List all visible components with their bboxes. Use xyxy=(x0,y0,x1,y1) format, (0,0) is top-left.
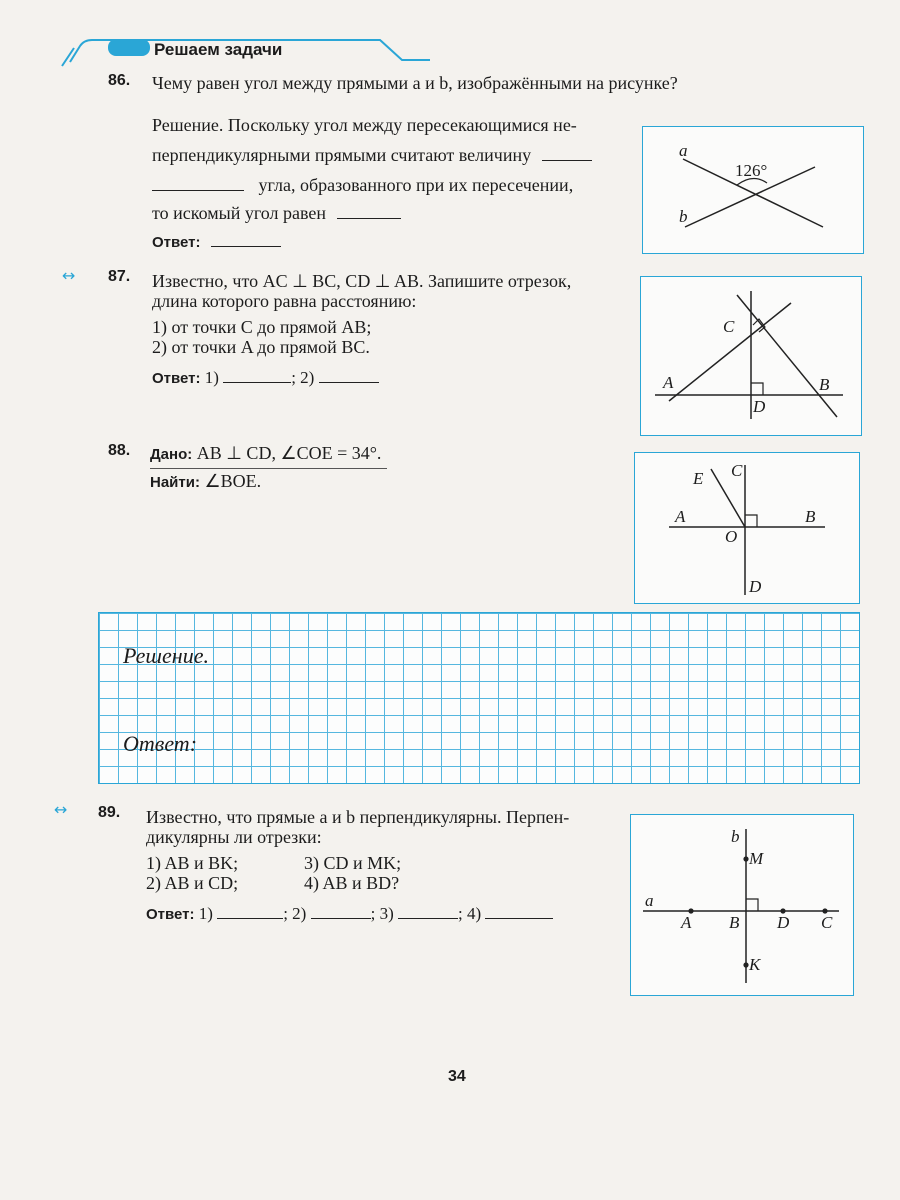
p87-answer-label: Ответ: xyxy=(152,370,201,387)
p86-blank3[interactable] xyxy=(337,202,401,219)
p89-answer-row xyxy=(146,902,553,924)
p86-line1: Решение. Поскольку угол между пересекающимися не- xyxy=(152,115,577,135)
p88-given: AB ⊥ CD, ∠COE = 34°. xyxy=(196,443,382,463)
p89-ans4-label: ; 4) xyxy=(457,904,482,923)
p87-ans2-label: ; 2) xyxy=(291,368,315,387)
p88-figure xyxy=(634,452,860,604)
p87-fig-C: C xyxy=(723,317,735,336)
p89-line1: Известно, что прямые a и b перпендикулярны. Перпен- xyxy=(146,807,570,827)
p88-fig-D: D xyxy=(749,577,762,596)
p88-answer-label: Ответ: xyxy=(123,731,198,756)
p86-fig-angle: 126° xyxy=(735,161,768,180)
p87-figure xyxy=(640,276,862,436)
p88-number: 88. xyxy=(108,442,131,459)
p86-answer-row xyxy=(152,230,281,252)
p86-blank1[interactable] xyxy=(542,144,592,161)
p89-item4: 4) AB и BD? xyxy=(304,873,400,893)
p89-number: 89. xyxy=(98,804,121,821)
p88-fig-O: O xyxy=(725,527,738,546)
p86-number: 86. xyxy=(108,72,131,89)
p88-solution-grid[interactable] xyxy=(98,612,860,784)
p87-ans1-label: 1) xyxy=(204,368,219,387)
p89-ans2-blank[interactable] xyxy=(311,902,371,919)
p87-fig-B: B xyxy=(819,375,830,394)
p87-line1: Известно, что AC ⊥ BC, CD ⊥ AB. Запишите отрезок, xyxy=(152,271,572,291)
p89-figure xyxy=(630,814,854,996)
p89-item3: 3) CD и MK; xyxy=(304,853,402,873)
header-banner xyxy=(40,18,440,68)
p87-item2: 2) от точки A до прямой BC. xyxy=(152,337,370,357)
header-title: Решаем задачи xyxy=(154,40,283,59)
p86-line3-row xyxy=(152,172,573,198)
p88-solution-label: Решение. xyxy=(123,643,209,668)
p88-find: ∠BOE. xyxy=(204,471,262,491)
p86-figure xyxy=(642,126,864,254)
p89-item2: 2) AB и CD; xyxy=(146,873,239,893)
p87-ans1-blank[interactable] xyxy=(223,366,291,383)
p88-given-label: Дано: xyxy=(150,446,193,463)
p86-line2: перпендикулярными прямыми считают величину xyxy=(152,145,532,165)
p89-fig-A: A xyxy=(681,913,692,932)
p89-ans3-label: ; 3) xyxy=(370,904,394,923)
p89-ans3-blank[interactable] xyxy=(398,902,458,919)
p86-question: Чему равен угол между прямыми a и b, изображёнными на рисунке? xyxy=(152,73,678,93)
p88-given-row xyxy=(150,440,387,469)
p86-answer-blank[interactable] xyxy=(211,230,281,247)
p88-find-row xyxy=(150,468,261,496)
p89-ans2-label: ; 2) xyxy=(283,904,307,923)
p89-fig-C: C xyxy=(821,913,833,932)
p87-arrows-icon: ↔ xyxy=(62,266,76,285)
p87-number: 87. xyxy=(108,268,131,285)
p89-answer-label: Ответ: xyxy=(146,906,195,923)
p86-line3: угла, образованного при их пересечении, xyxy=(258,175,574,195)
p88-fig-E: E xyxy=(693,469,704,488)
p89-line2: дикулярны ли отрезки: xyxy=(146,827,322,847)
p87-answer-row xyxy=(152,366,379,388)
p86-line4-row xyxy=(152,200,401,226)
p86-fig-label-a: a xyxy=(679,141,688,160)
p89-fig-b: b xyxy=(731,827,740,846)
p86-line2-row xyxy=(152,142,592,168)
p89-item1: 1) AB и BK; xyxy=(146,853,239,873)
p89-fig-K: K xyxy=(749,955,761,974)
p87-ans2-blank[interactable] xyxy=(319,366,379,383)
page-number: 34 xyxy=(448,1068,466,1085)
p86-answer-label: Ответ: xyxy=(152,234,201,251)
p89-ans1-label: 1) xyxy=(198,904,213,923)
p88-fig-C: C xyxy=(731,461,743,480)
p87-fig-A: A xyxy=(663,373,674,392)
p89-fig-M: M xyxy=(749,849,764,868)
p88-fig-A: A xyxy=(675,507,686,526)
p86-line4: то искомый угол равен xyxy=(152,203,327,223)
p89-ans4-blank[interactable] xyxy=(485,902,553,919)
p89-fig-D: D xyxy=(777,913,790,932)
p87-item1: 1) от точки C до прямой AB; xyxy=(152,317,372,337)
p89-fig-B: B xyxy=(729,913,740,932)
p86-blank2[interactable] xyxy=(152,174,244,191)
p89-arrows-icon: ↔ xyxy=(54,800,68,819)
p87-fig-D: D xyxy=(753,397,766,416)
p88-fig-B: B xyxy=(805,507,816,526)
p88-find-label: Найти: xyxy=(150,474,200,491)
p86-fig-label-b: b xyxy=(679,207,688,226)
p89-fig-a: a xyxy=(645,891,654,910)
p87-line2: длина которого равна расстоянию: xyxy=(152,291,417,311)
p89-ans1-blank[interactable] xyxy=(217,902,283,919)
